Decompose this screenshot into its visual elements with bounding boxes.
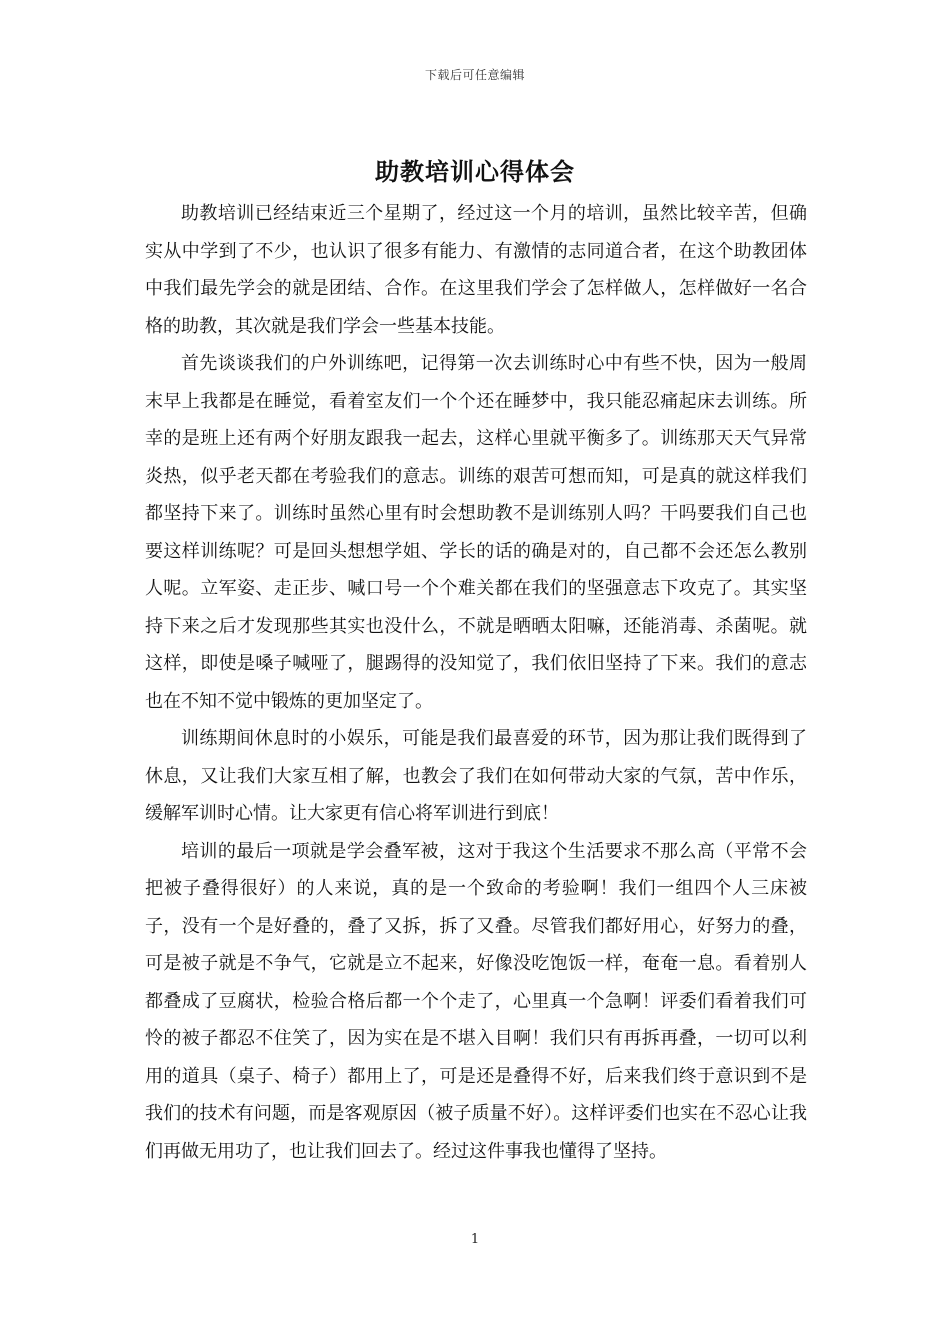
page-header: 下载后可任意编辑 — [424, 68, 525, 82]
page-number: 1 — [470, 1232, 480, 1247]
paragraph-3: 训练期间休息时的小娱乐，可能是我们最喜爱的环节，因为那让我们既得到了休息，又让我们大家互相了解，也教会了我们在如何带动大家的气氛，苦中作乐，缓解军训时心情。让大家更有信心将军训进行到底！ — [145, 728, 807, 824]
document-title: 助教培训心得体会 — [375, 157, 575, 186]
document-body — [145, 195, 807, 1170]
paragraph-1: 助教培训已经结束近三个星期了，经过这一个月的培训，虽然比较辛苦，但确实从中学到了不少，也认识了很多有能力、有激情的志同道合者，在这个助教团体中我们最先学会的就是团结、合作。在这里我们学会了怎样做人，怎样做好一名合格的助教，其次就是我们学会一些基本技能。 — [145, 203, 807, 337]
paragraph-2: 首先谈谈我们的户外训练吧，记得第一次去训练时心中有些不快，因为一般周末早上我都是在睡觉，看着室友们一个个还在睡梦中，我只能忍痛起床去训练。所幸的是班上还有两个好朋友跟我一起去，这样心里就平衡多了。训练那天天气异常炎热，似乎老天都在考验我们的意志。训练的艰苦可想而知，可是真的就这样我们都坚持下来了。训练时虽然心里有时会想助教不是训练别人吗？干吗要我们自己也要这样训练呢？可是回头想想学姐、学长的话的确是对的，自己都不会还怎么教别人呢。立军姿、走正步、喊口号一个个难关都在我们的坚强意志下攻克了。其实坚持下来之后才发现那些其实也没什么，不就是晒晒太阳嘛，还能消毒、杀菌呢。就这样，即使是嗓子喊哑了，腿踢得的没知觉了，我们依旧坚持了下来。我们的意志也在不知不觉中锻炼的更加坚定了。 — [145, 353, 807, 712]
paragraph-4: 培训的最后一项就是学会叠军被，这对于我这个生活要求不那么高（平常不会把被子叠得很好）的人来说，真的是一个致命的考验啊！我们一组四个人三床被子，没有一个是好叠的，叠了又拆，拆了又叠。尽管我们都好用心，好努力的叠，可是被子就是不争气，它就是立不起来，好像没吃饱饭一样，奄奄一息。看着别人都叠成了豆腐状，检验合格后都一个个走了，心里真一个急啊！评委们看着我们可怜的被子都忍不住笑了，因为实在是不堪入目啊！我们只有再拆再叠，一切可以利用的道具（桌子、椅子）都用上了，可是还是叠得不好，后来我们终于意识到不是我们的技术有问题，而是客观原因（被子质量不好）。这样评委们也实在不忍心让我们再做无用功了，也让我们回去了。经过这件事我也懂得了坚持。 — [145, 840, 807, 1162]
